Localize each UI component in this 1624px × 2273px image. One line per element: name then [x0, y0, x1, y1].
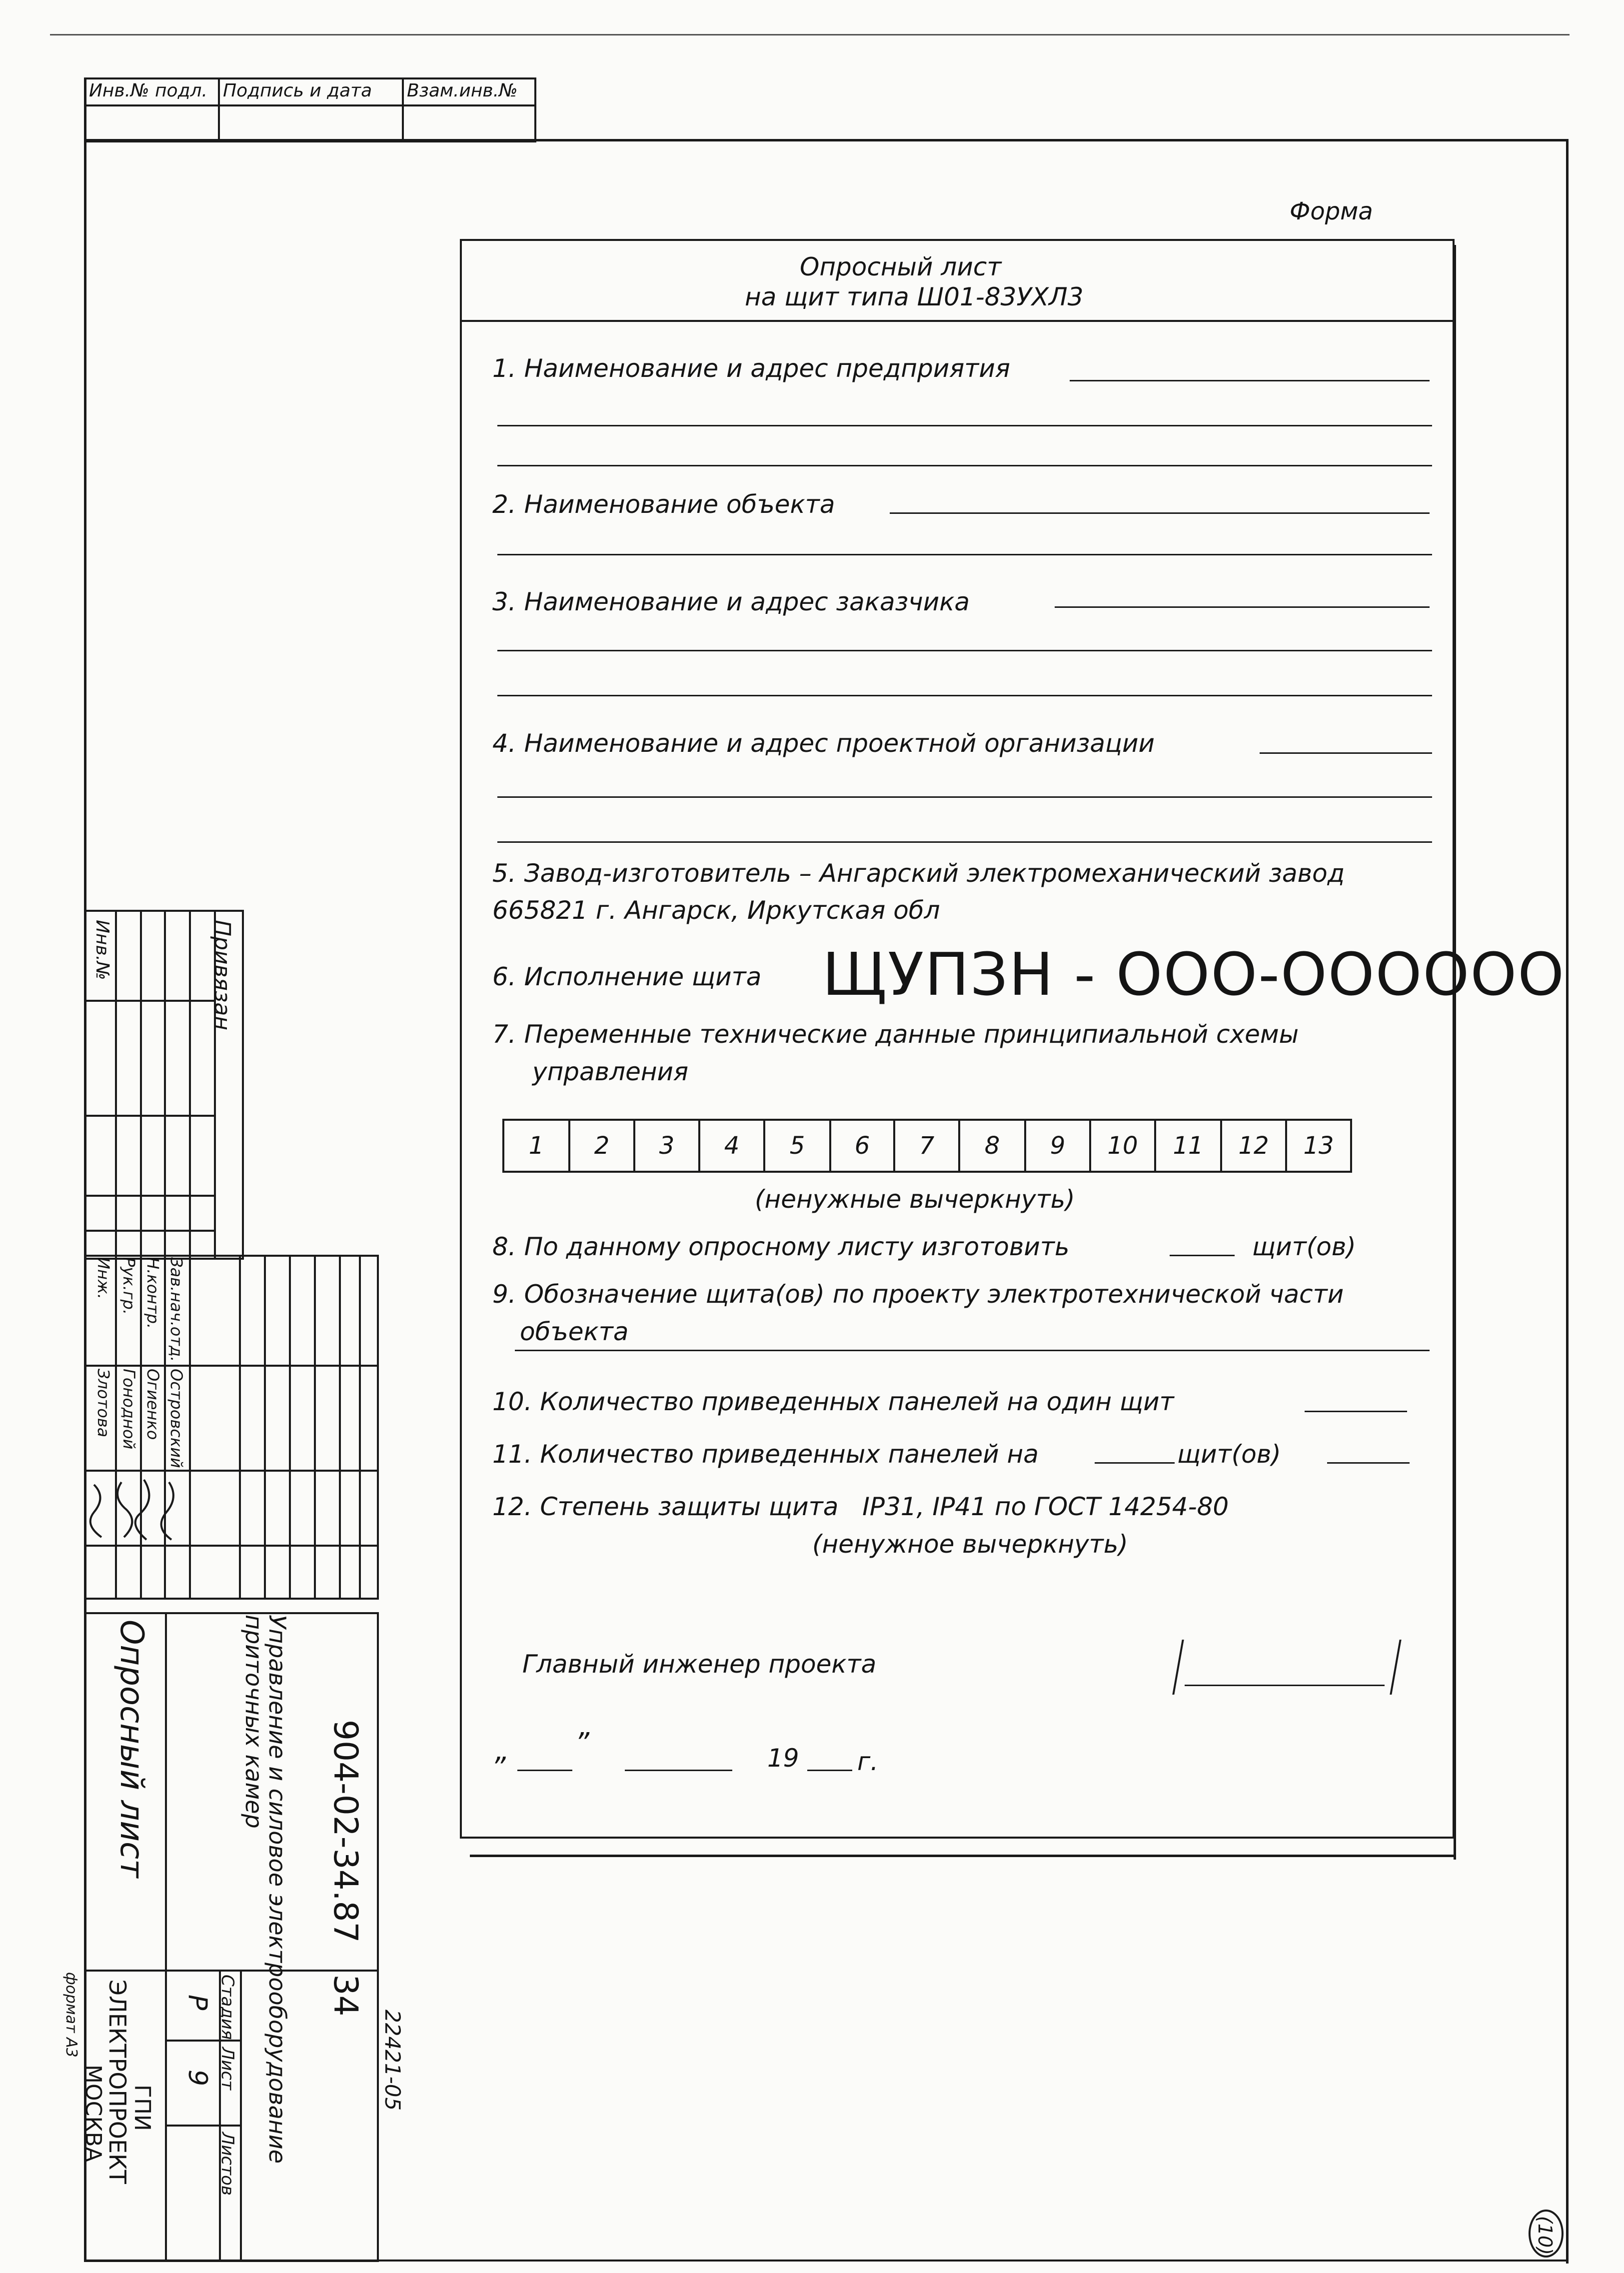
name-4: Злотова: [94, 1369, 113, 1438]
item-6-code: ЩУПЗН - ООО-ОООООО: [822, 940, 1566, 1009]
date-month-field[interactable]: [625, 1770, 732, 1771]
item-6-label: 6. Исполнение щита: [492, 962, 762, 991]
signature-field[interactable]: [1185, 1685, 1385, 1686]
forma-label: Форма: [1290, 197, 1373, 225]
role-2: Н.контр.: [143, 1257, 162, 1329]
top-stamp-inv-label: Инв.№ подл.: [89, 80, 207, 101]
item-2-field-line2[interactable]: [497, 554, 1432, 555]
tb-format: формат А3: [62, 1972, 80, 2058]
side-stamp-h3: [84, 1195, 214, 1197]
tb-code: 904-02-34.87 34: [326, 1720, 365, 2017]
item-9-line2: объекта: [520, 1317, 629, 1346]
signature-marks: [84, 1472, 214, 1545]
role-4: Инж.: [94, 1257, 113, 1299]
tb-v1: [165, 1612, 167, 2262]
variant-cell-1[interactable]: 1: [504, 1121, 570, 1171]
item-3-field-line2[interactable]: [497, 650, 1432, 651]
variant-cells: [502, 1119, 1352, 1173]
name-1: Островский: [167, 1369, 186, 1468]
role-1: Зав.нач.отд.: [167, 1257, 186, 1362]
item-2-label: 2. Наименование объекта: [492, 490, 835, 519]
variant-cell-13[interactable]: 13: [1303, 1132, 1334, 1160]
tb-org-3: МОСКВА: [80, 2065, 106, 2162]
tb-inv-number: 22421-05: [380, 2010, 405, 2111]
variant-cell-12[interactable]: 12: [1222, 1121, 1287, 1171]
item-1-label: 1. Наименование и адрес предприятия: [492, 354, 1010, 383]
variant-cell-10[interactable]: 10: [1091, 1121, 1156, 1171]
frame-right-line: [1566, 139, 1569, 2264]
variant-cell-7[interactable]: 7: [895, 1121, 960, 1171]
item-4-label: 4. Наименование и адрес проектной организации: [492, 729, 1155, 758]
item-10-label: 10. Количество приведенных панелей на один щит: [492, 1387, 1174, 1416]
item-10-field[interactable]: [1305, 1411, 1407, 1412]
tb-stage: Р: [182, 1995, 212, 2011]
variant-note: (ненужные вычеркнуть): [755, 1185, 1075, 1214]
box-shadow-right: [1454, 245, 1456, 1860]
item-9-line1: 9. Обозначение щита(ов) по проекту электротехнической части: [492, 1280, 1344, 1309]
variant-cell-9[interactable]: 9: [1026, 1121, 1091, 1171]
item-8-suffix: щит(ов): [1252, 1232, 1356, 1261]
tb-v2: [240, 1970, 242, 2262]
item-4-field-line2[interactable]: [497, 796, 1432, 798]
side-stamp-lv4: [314, 1255, 316, 1600]
tb-sheet: 9: [182, 2070, 212, 2087]
variant-cell-2[interactable]: 2: [570, 1121, 635, 1171]
side-inv-label: Инв.№: [92, 920, 112, 980]
date-open-quote: „: [495, 1735, 510, 1767]
side-stamp-lv3: [289, 1255, 291, 1600]
variant-cell-4[interactable]: 4: [700, 1121, 765, 1171]
top-stamp-divider: [84, 104, 536, 106]
side-stamp-h2: [84, 1115, 214, 1117]
item-1-field-line3[interactable]: [497, 465, 1432, 466]
side-stamp-h1: [84, 1000, 214, 1002]
item-12-note: (ненужное вычеркнуть): [812, 1530, 1128, 1559]
role-3: Рук.гр.: [119, 1257, 138, 1315]
date-year-suffix: г.: [857, 1747, 879, 1776]
tb-sheet-header: Лист: [217, 2047, 237, 2091]
date-year-prefix: 19: [767, 1744, 799, 1773]
item-11-label: 11. Количество приведенных панелей на: [492, 1440, 1039, 1469]
item-1-field-line2[interactable]: [497, 425, 1432, 426]
tb-stage-header: Стадия: [217, 1975, 237, 2040]
item-9-field[interactable]: [515, 1350, 1430, 1351]
item-7-line1: 7. Переменные технические данные принципиальной схемы: [492, 1020, 1299, 1049]
variant-cell-8[interactable]: 8: [960, 1121, 1026, 1171]
tb-doc-title: Опросный лист: [113, 1620, 150, 1878]
page-number: (10): [1534, 2216, 1556, 2256]
name-3: Гонодной: [119, 1369, 138, 1450]
item-3-field-line3[interactable]: [497, 695, 1432, 696]
item-8-field[interactable]: [1170, 1255, 1235, 1256]
side-stamp-lh1: [84, 1365, 379, 1367]
date-year-field[interactable]: [807, 1770, 852, 1771]
header-divider: [460, 320, 1455, 322]
tb-sheets-header: Листов: [217, 2132, 237, 2196]
top-edge-line: [50, 34, 1570, 35]
item-4-field-line3[interactable]: [497, 841, 1432, 843]
item-12-label: 12. Степень защиты щита IP31, IP41 по ГОСТ 14254-80: [492, 1492, 1229, 1521]
tb-org-2: ЭЛЕКТРОПРОЕКТ: [104, 1980, 131, 2184]
top-stamp: [84, 77, 536, 142]
chief-engineer-label: Главный инженер проекта: [522, 1650, 877, 1679]
tb-h3: [165, 2125, 240, 2127]
variant-cell-5[interactable]: 5: [765, 1121, 831, 1171]
date-day-field[interactable]: [517, 1770, 572, 1771]
item-3-field[interactable]: [1055, 606, 1430, 608]
item-11-suffix: щит(ов): [1177, 1440, 1281, 1469]
tb-h2: [165, 2040, 240, 2042]
variant-cell-11[interactable]: 11: [1156, 1121, 1222, 1171]
item-3-label: 3. Наименование и адрес заказчика: [492, 587, 970, 616]
form-subtitle: на щит типа Ш01-83УХЛ3: [745, 282, 1084, 311]
item-5-line1: 5. Завод-изготовитель – Ангарский электромеханический завод: [492, 859, 1345, 888]
side-stamp-h4: [84, 1230, 214, 1232]
side-stamp-lv2: [264, 1255, 266, 1600]
name-2: Огиенко: [143, 1369, 162, 1440]
top-stamp-sign-label: Подпись и дата: [223, 80, 372, 101]
tb-subject-2: приточных камер: [240, 1615, 267, 1829]
side-stamp-lv5: [339, 1255, 341, 1600]
top-stamp-replace-label: Взам.инв.№: [407, 80, 518, 101]
side-stamp-lh3: [84, 1545, 379, 1547]
side-stamp-lh2: [84, 1470, 379, 1472]
variant-cell-3[interactable]: 3: [635, 1121, 700, 1171]
item-7-line2: управления: [532, 1057, 689, 1086]
item-8-label: 8. По данному опросному листу изготовить: [492, 1232, 1070, 1261]
tb-org-1: ГПИ: [129, 2085, 155, 2131]
item-11-field[interactable]: [1327, 1462, 1410, 1464]
item-2-field[interactable]: [890, 512, 1430, 514]
side-stamp-lv6: [359, 1255, 361, 1600]
side-privyazan-label: Привязан: [209, 920, 235, 1031]
side-stamp-lv1: [239, 1255, 241, 1600]
box-shadow-bottom: [470, 1855, 1455, 1857]
variant-cell-6[interactable]: 6: [831, 1121, 895, 1171]
form-title: Опросный лист: [800, 252, 1002, 281]
item-5-line2: 665821 г. Ангарск, Иркутская обл: [492, 896, 940, 925]
item-1-field[interactable]: [1070, 380, 1430, 381]
tb-subject-1: Управление и силовое электрооборудование: [264, 1615, 291, 2164]
date-close-quote: ”: [575, 1727, 590, 1760]
item-11-count-field[interactable]: [1095, 1462, 1175, 1464]
item-4-field[interactable]: [1260, 752, 1432, 754]
